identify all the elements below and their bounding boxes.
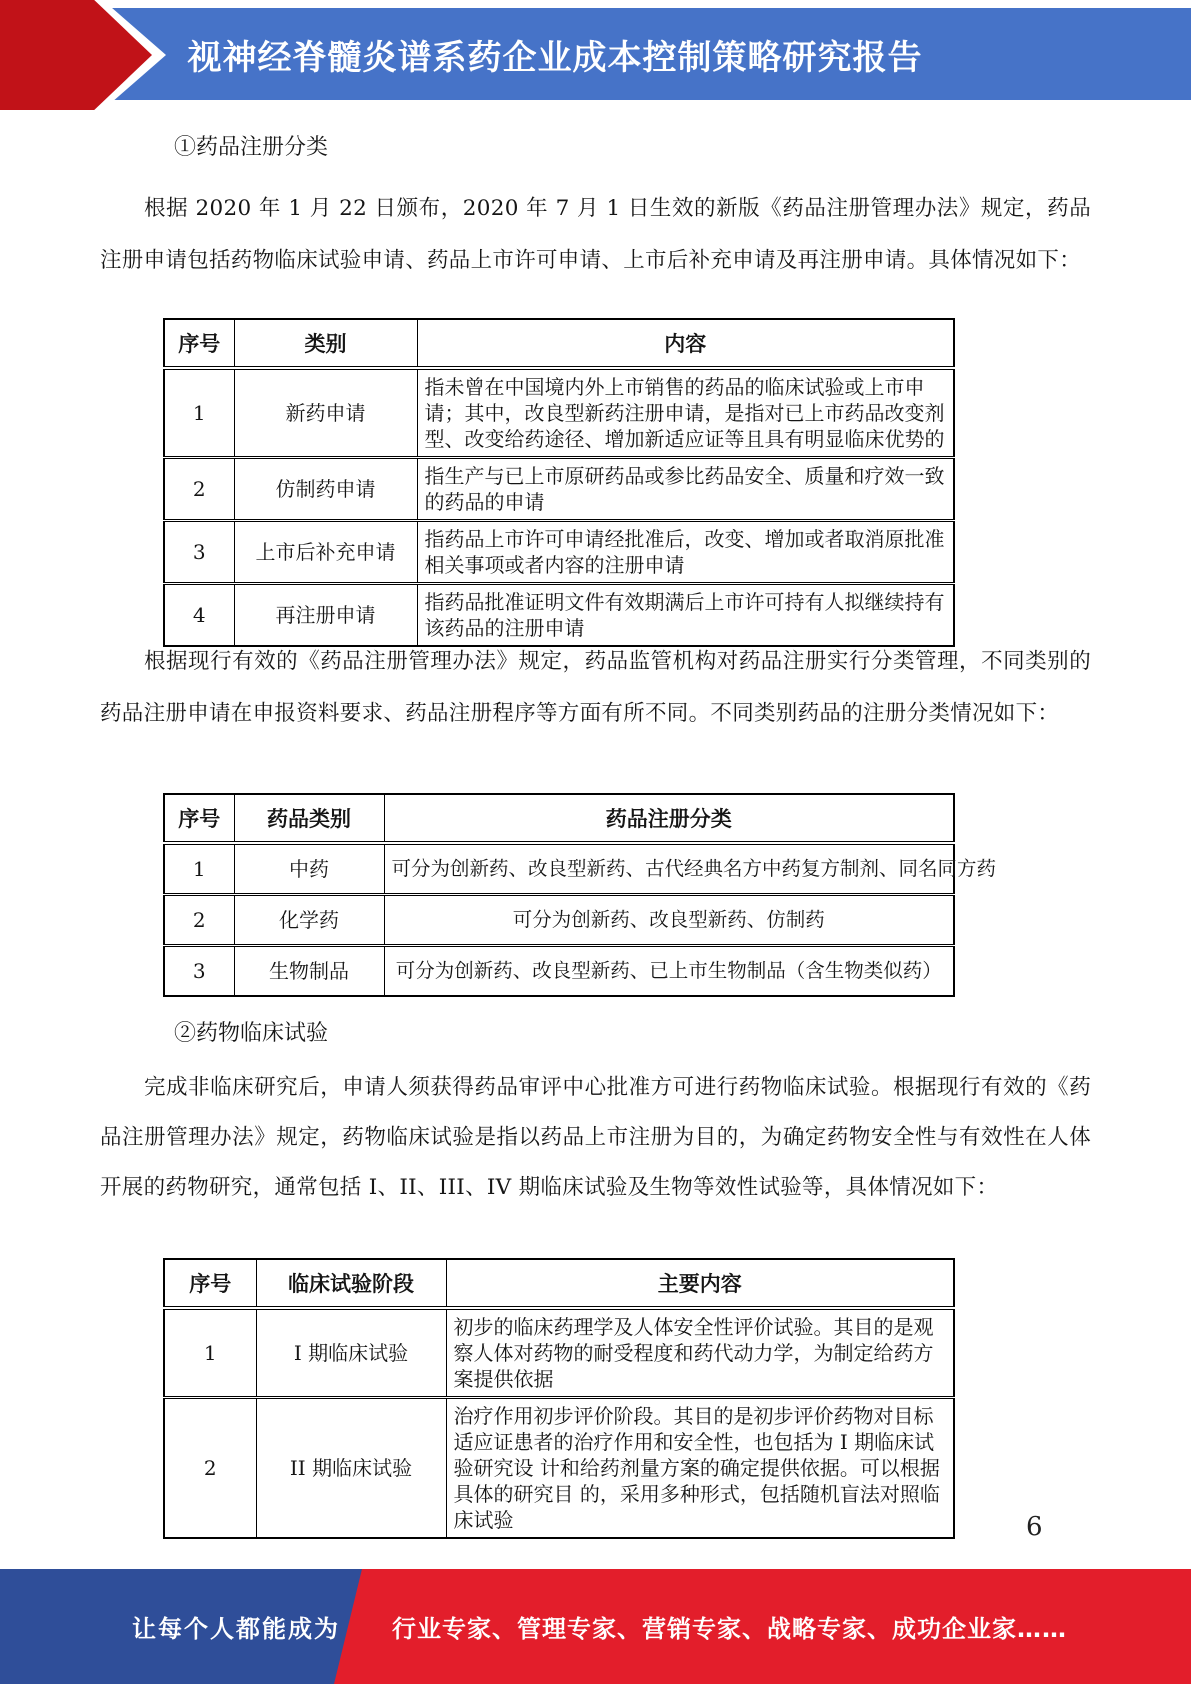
content-cell: 指药品上市许可申请经批准后，改变、增加或者取消原批准相关事项或者内容的注册申请 [417, 521, 954, 584]
content-cell: 指生产与已上市原研药品或参比药品安全、质量和疗效一致的药品的申请 [417, 458, 954, 521]
column-header-no: 序号 [164, 794, 234, 843]
trial-phase-cell: II 期临床试验 [256, 1398, 446, 1539]
drug-type-cell: 中药 [234, 843, 384, 895]
table-row [164, 368, 954, 458]
drug-type-cell: 化学药 [234, 895, 384, 946]
page-title: 视神经脊髓炎谱系药企业成本控制策略研究报告 [187, 37, 923, 78]
clinical-trial-phases-table [163, 1258, 955, 1539]
content-cell: 指未曾在中国境内外上市销售的药品的临床试验或上市申请；其中，改良型新药注册申请，是指对已上市药品改变剂型、改变给药途径、增加新适应证等且具有明显临床优势的 [417, 368, 954, 458]
main-content-cell: 初步的临床药理学及人体安全性评价试验。其目的是观察人体对药物的耐受程度和药代动力学，为制定给药方案提供依据 [446, 1308, 954, 1398]
row-number-cell: 4 [164, 584, 234, 647]
main-content-cell: 治疗作用初步评价阶段。其目的是初步评价药物对目标适应证患者的治疗作用和安全性，也包括为 I 期临床试验研究设 计和给药剂量方案的确定提供依据。可以根据具体的研究目 的，采用多种形式，包括随机盲法对照临床试验 [446, 1398, 954, 1539]
category-cell: 上市后补充申请 [234, 521, 417, 584]
table-row [164, 521, 954, 584]
table-row [164, 895, 954, 946]
column-header-no: 序号 [164, 1259, 256, 1308]
section-heading-drug-registration: ①药品注册分类 [174, 135, 329, 160]
row-number-cell: 2 [164, 895, 234, 946]
row-number-cell: 2 [164, 1398, 256, 1539]
column-header-category: 类别 [234, 319, 417, 368]
drug-classification-table [163, 793, 997, 997]
column-header-drug-type: 药品类别 [234, 794, 384, 843]
table-header-row [164, 319, 954, 368]
footer-slogan-right: 行业专家、管理专家、营销专家、战略专家、成功企业家…… [392, 1615, 1067, 1643]
column-header-trial-phase: 临床试验阶段 [256, 1259, 446, 1308]
category-cell: 新药申请 [234, 368, 417, 458]
classification-cell: 可分为创新药、改良型新药、已上市生物制品（含生物类似药） [384, 946, 954, 997]
category-cell: 仿制药申请 [234, 458, 417, 521]
content-cell: 指药品批准证明文件有效期满后上市许可持有人拟继续持有该药品的注册申请 [417, 584, 954, 647]
row-number-cell: 1 [164, 843, 234, 895]
row-number-cell: 1 [164, 1308, 256, 1398]
drug-type-cell: 生物制品 [234, 946, 384, 997]
row-number-cell: 2 [164, 458, 234, 521]
table-row [164, 843, 954, 895]
column-header-content: 内容 [417, 319, 954, 368]
column-header-no: 序号 [164, 319, 234, 368]
paragraph-clinical-trials-intro: 完成非临床研究后，申请人须获得药品审评中心批准方可进行药物临床试验。根据现行有效的《药品注册管理办法》规定，药物临床试验是指以药品上市注册为目的，为确定药物安全性与有效性在人体开展的药物研究，通常包括 I、II、III、IV 期临床试验及生物等效性试验等，具体情况如下： [100, 1075, 1091, 1200]
classification-cell: 可分为创新药、改良型新药、古代经典名方中药复方制剂、同名同方药 [384, 843, 954, 895]
section-heading-clinical-trials: ②药物临床试验 [174, 1021, 329, 1046]
footer-banner [0, 1569, 1191, 1684]
paragraph-classification-intro: 根据现行有效的《药品注册管理办法》规定，药品监管机构对药品注册实行分类管理，不同类别的药品注册申请在申报资料要求、药品注册程序等方面有所不同。不同类别药品的注册分类情况如下： [100, 649, 1091, 726]
row-number-cell: 3 [164, 521, 234, 584]
table-row [164, 1308, 954, 1398]
table-row [164, 458, 954, 521]
table-row [164, 946, 954, 997]
table-header-row [164, 1259, 954, 1308]
table-row [164, 1398, 954, 1539]
table-header-row [164, 794, 954, 843]
page-number: 6 [1026, 1512, 1043, 1542]
column-header-classification: 药品注册分类 [384, 794, 954, 843]
row-number-cell: 1 [164, 368, 234, 458]
column-header-main-content: 主要内容 [446, 1259, 954, 1308]
category-cell: 再注册申请 [234, 584, 417, 647]
trial-phase-cell: I 期临床试验 [256, 1308, 446, 1398]
classification-cell: 可分为创新药、改良型新药、仿制药 [384, 895, 954, 946]
paragraph-registration-intro: 根据 2020 年 1 月 22 日颁布，2020 年 7 月 1 日生效的新版《药品注册管理办法》规定，药品注册申请包括药物临床试验申请、药品上市许可申请、上市后补充申请及再注册申请。具体情况如下： [100, 196, 1091, 273]
footer-slogan-left: 让每个人都能成为 [132, 1615, 340, 1643]
row-number-cell: 3 [164, 946, 234, 997]
registration-types-table [163, 318, 955, 647]
